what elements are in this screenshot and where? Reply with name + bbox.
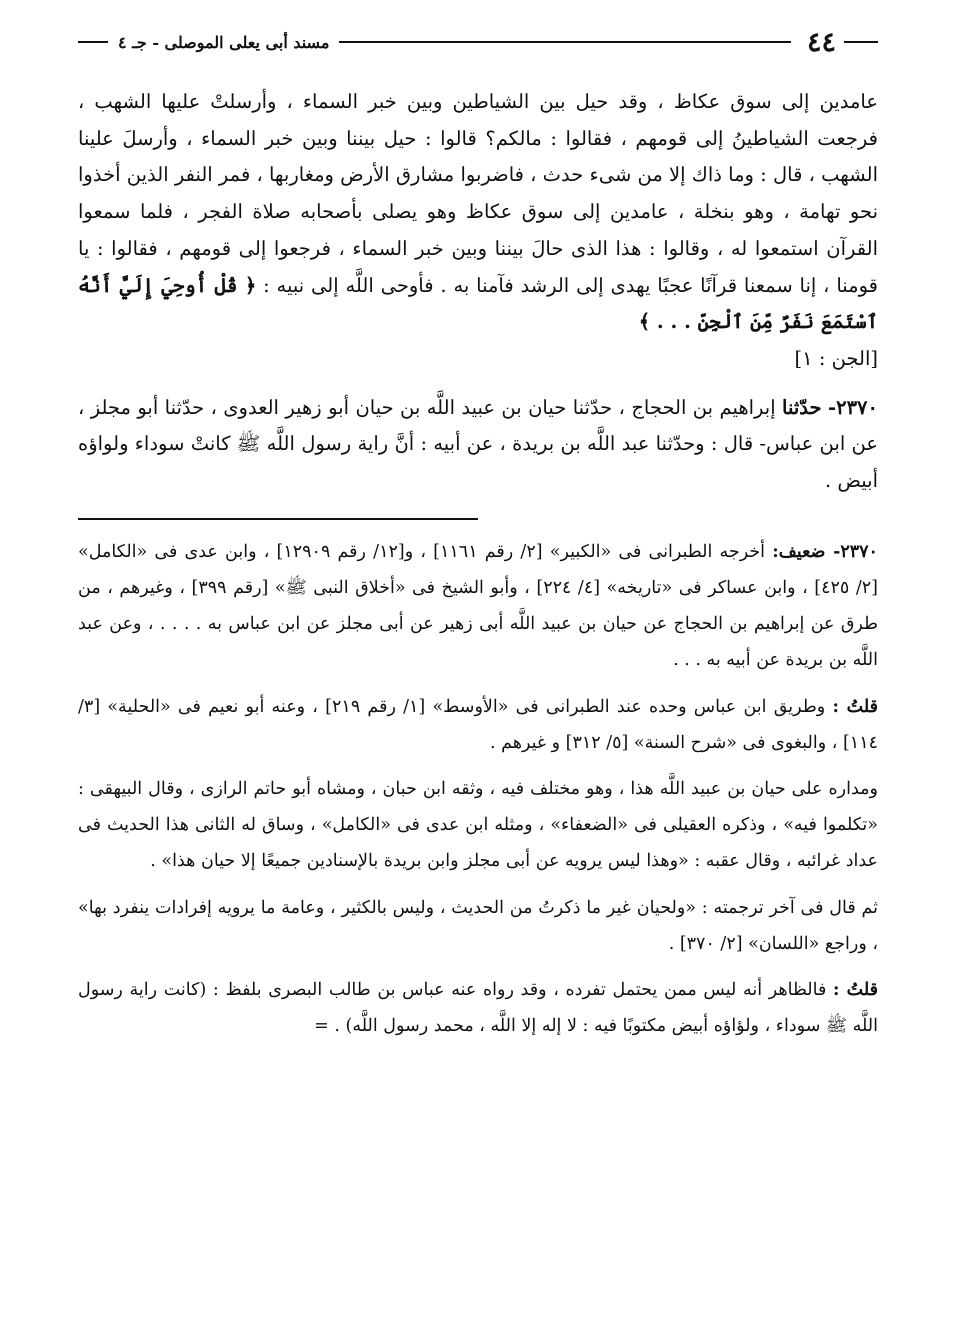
footnote	[78, 534, 878, 679]
running-title: مسند أبى يعلى الموصلى - جـ ٤	[118, 32, 330, 52]
paragraph	[78, 84, 878, 378]
footnote	[78, 771, 878, 880]
continuation-mark: =	[314, 1016, 329, 1037]
page-number: ٤٤	[806, 26, 836, 58]
header-rule-left	[78, 41, 108, 43]
paragraph-body: عامدين إلى سوق عكاظ ، وقد حيل بين الشياطين وبين خبر السماء ، وأرسلتْ عليها الشهب ، فرجعت الشياطينُ إلى قومهم ، فقالوا : مالكم؟ قالوا : حيل بيننا وبين خبر السماء ، وأرسلَ علينا الشهب ، قال : وما ذاك إلا من شىء حدث ، فاضربوا مشارق الأرض ومغاربها ، فمر النفر الذين أخذوا نحو تهامة ، وهو بنخلة ، عامدين إلى سوق عكاظ وهو يصلى بأصحابه صلاة الفجر ، فلما سمعوا القرآن استمعوا له ، وقالوا : هذا الذى حالَ بيننا وبين خبر السماء ، فرجعوا إلى قومهم ، فقالوا : يا قومنا ، إنا سمعنا قرآنًا عجبًا يهدى إلى الرشد فآمنا به . فأوحى اللَّه إلى نبيه :	[78, 90, 878, 297]
footnote	[78, 972, 878, 1044]
header-rule-right	[844, 41, 878, 43]
footnote-text: فالظاهر أنه ليس ممن يحتمل تفرده ، وقد رواه عنه عباس بن طالب البصرى بلفظ : (كانت راية رسول اللَّه ﷺ سوداء ، ولؤاؤه أبيض مكتوبًا فيه : لا إله إلا اللَّه ، محمد رسول اللَّه) .	[78, 979, 878, 1037]
page	[78, 22, 878, 1054]
quran-reference: [الجن : ١]	[794, 346, 878, 370]
footnote-text: ثم قال فى آخر ترجمته : «ولحيان غير ما ذكرتُ من الحديث ، وليس بالكثير ، وعامة ما يرويه إفرادات ينفرد بها» ، وراجع «اللسان» [٢/ ٣٧٠] .	[78, 897, 878, 954]
footnote-label: قلتُ :	[832, 696, 878, 717]
footnote-text: ومداره على حيان بن عبيد اللَّه هذا ، وهو مختلف فيه ، وثقه ابن حبان ، ومشاه أبو حاتم الرازى ، وقال البيهقى : «تكلموا فيه» ، وذكره العقيلى فى «الضعفاء» ، ومثله ابن عدى فى «الكامل» ، وساق له الثانى هذا الحديث فى عداد غرائبه ، وقال عقبه : «وهذا ليس يرويه عن أبى مجلز وابن بريدة بالإسنادين جميعًا إلا حيان هذا» .	[78, 778, 878, 872]
hadith-text: إبراهيم بن الحجاج ، حدّثنا حيان بن عبيد اللَّه بن حيان أبو زهير العدوى ، حدّثنا أبو مجلز ، عن ابن عباس- قال : وحدّثنا عبد اللَّه بن بريدة ، عن أبيه : أنَّ راية رسول اللَّه ﷺ كانتْ سوداء ولواؤه أبيض .	[78, 395, 879, 493]
header-rule	[339, 41, 791, 43]
footnote	[78, 890, 878, 962]
hadith-number: ٢٣٧٠-	[828, 395, 878, 419]
footnote-text: وطريق ابن عباس وحده عند الطبرانى فى «الأوسط» [١/ رقم ٢١٩] ، وعنه أبو نعيم فى «الحلية» [٣/ ١١٤] ، والبغوى فى «شرح السنة» [٥/ ٣١٢] و غيرهم .	[78, 696, 878, 753]
footnotes	[78, 534, 878, 1045]
quran-verse: ﴿ قُلْ أُوحِيَ إِلَيَّ أَنَّهُ ٱسْتَمَعَ نَفَرٌ مِّنَ ٱلْجِنِّ . . . ﴾	[78, 273, 878, 334]
footnote-separator	[78, 518, 478, 520]
footnote-text: أخرجه الطبرانى فى «الكبير» [٢/ رقم ١١٦١] ، و[١٢/ رقم ١٢٩٠٩] ، وابن عدى فى «الكامل» [٢/ ٤٢٥] ، وابن عساكر فى «تاريخه» [٤/ ٢٢٤] ، وأبو الشيخ فى «أخلاق النبى ﷺ» [رقم ٣٩٩] ، وغيرهم ، من طرق عن إبراهيم بن الحجاج عن حيان بن عبيد اللَّه أبى زهير عن أبى مجلز عن ابن عباس به . . . . ، وعن عبد اللَّه بن بريدة عن أبيه به . . .	[78, 541, 878, 671]
footnote-label: قلتُ :	[833, 979, 878, 1000]
hadith	[78, 390, 878, 500]
main-text	[78, 84, 878, 500]
hadith-opening: حدّثنا	[782, 395, 822, 419]
footnote	[78, 689, 878, 761]
footnote-label: ٢٣٧٠- ضعيف:	[772, 541, 878, 562]
running-header	[78, 22, 878, 62]
